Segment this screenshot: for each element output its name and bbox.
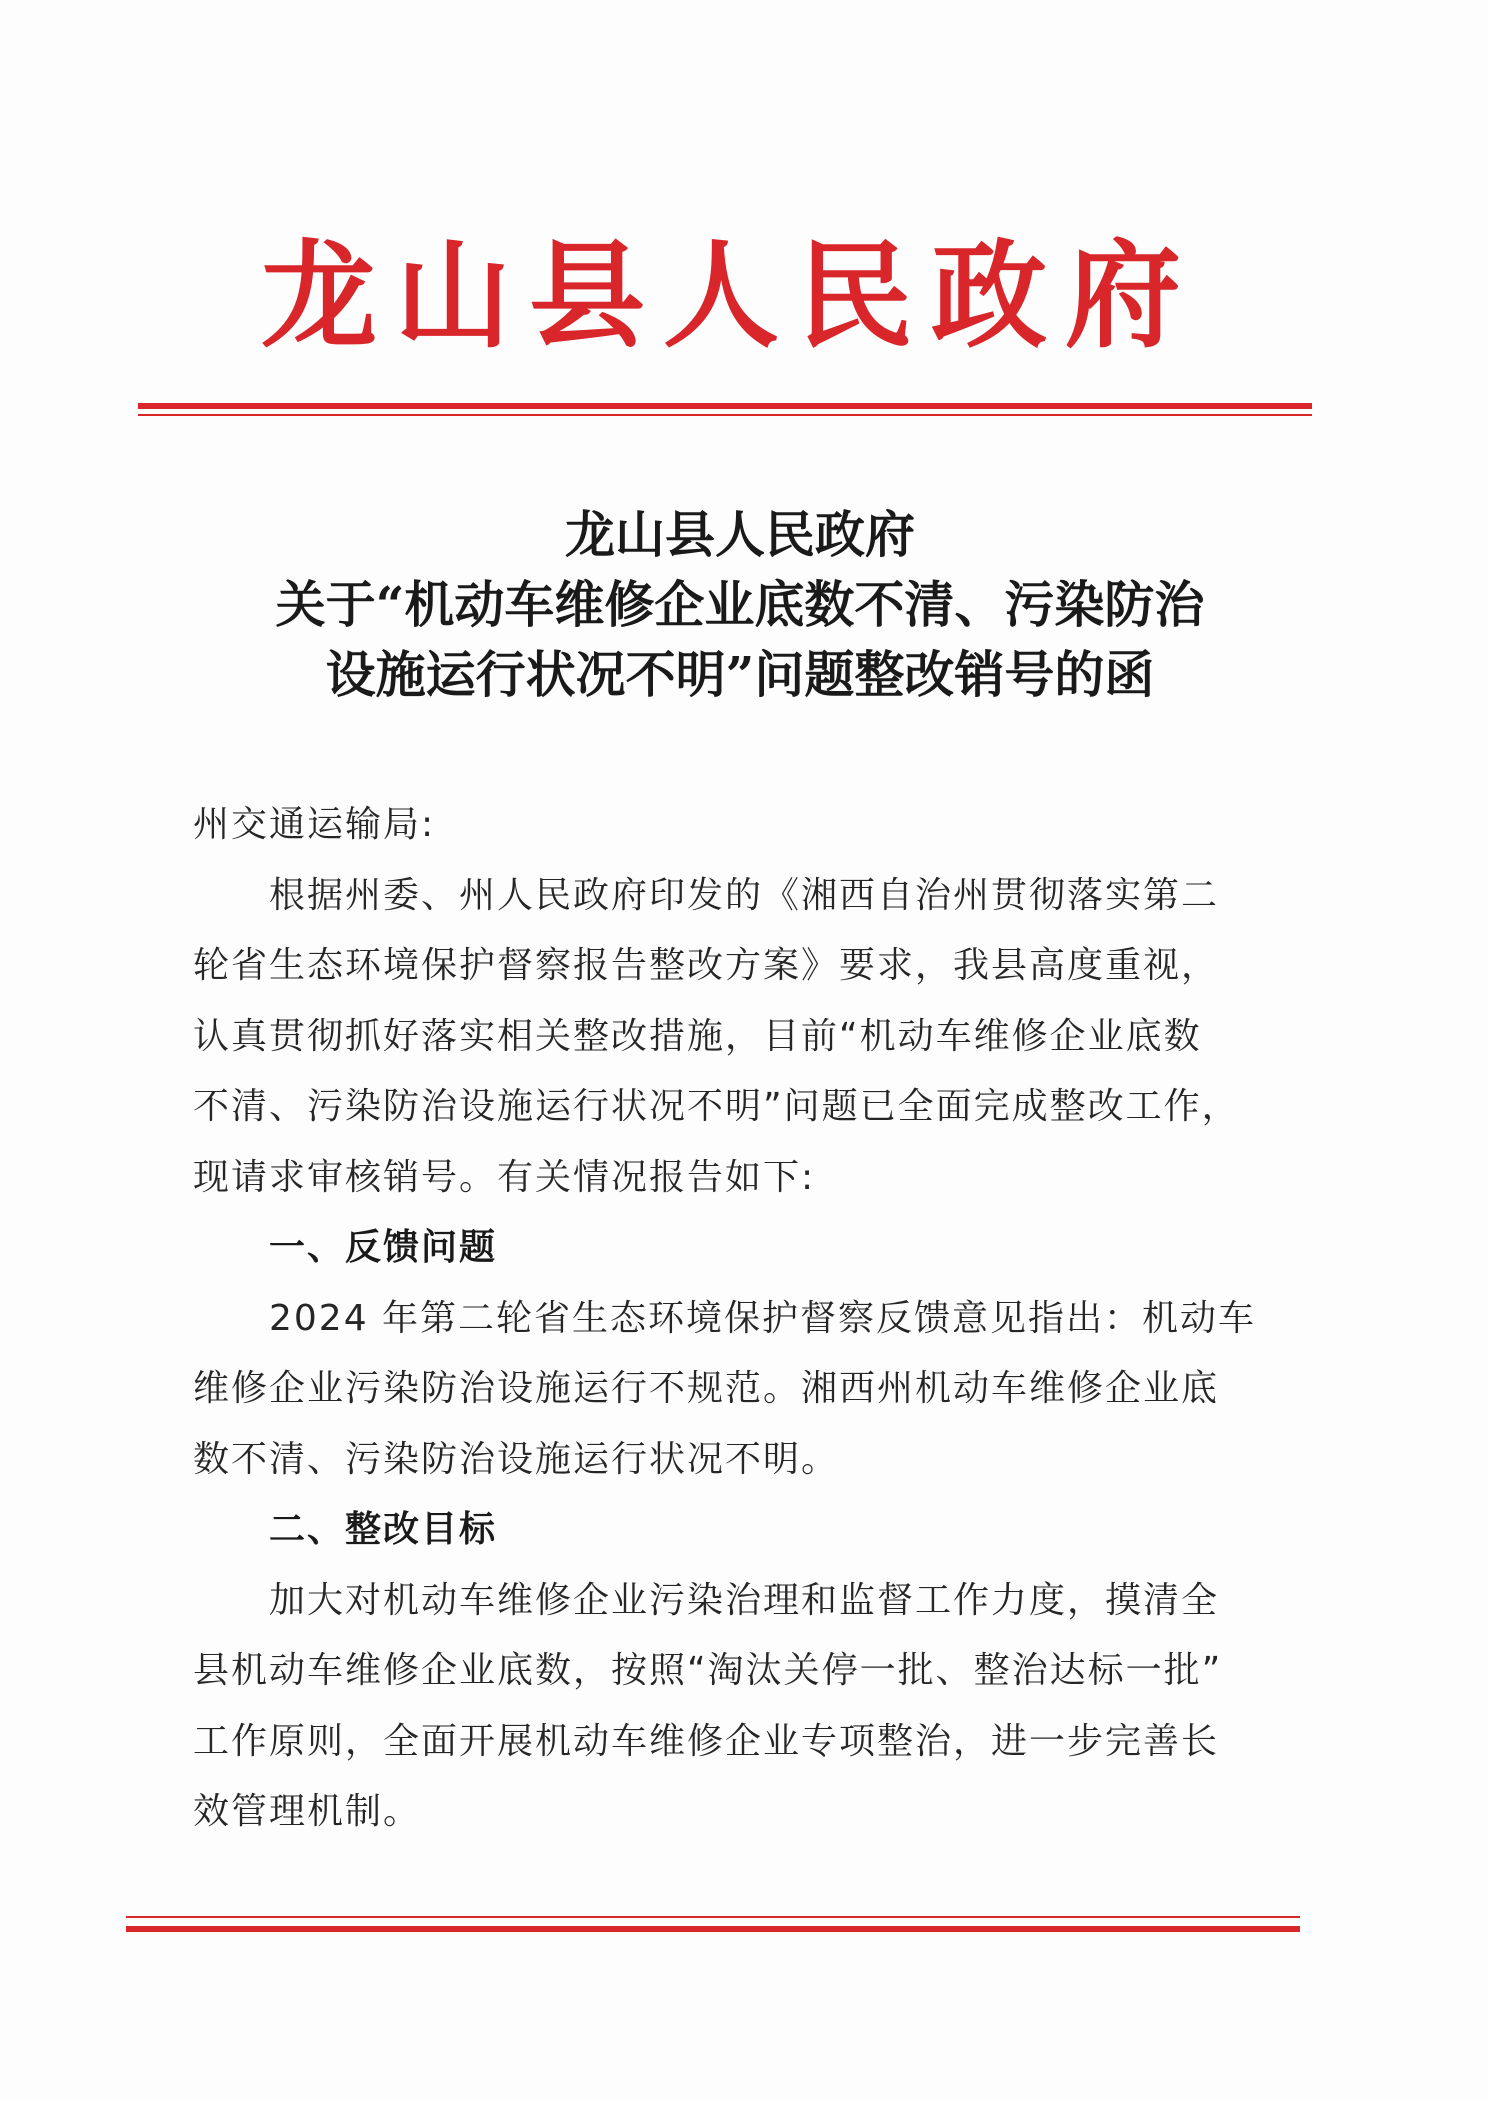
footer-red-rule-thin xyxy=(126,1916,1300,1918)
section1-line: 维修企业污染防治设施运行不规范。湘西州机动车维修企业底 xyxy=(193,1368,1220,1409)
paragraph1-line: 根据州委、州人民政府印发的《湘西自治州贯彻落实第二 xyxy=(269,874,1220,916)
paragraph1-line: 轮省生态环境保护督察报告整改方案》要求，我县高度重视， xyxy=(193,945,1220,986)
section2-line: 工作原则，全面开展机动车维修企业专项整治，进一步完善长 xyxy=(193,1720,1220,1762)
masthead-red-rule-thin xyxy=(138,414,1312,416)
document-body xyxy=(193,790,1273,1848)
footer-red-rule xyxy=(126,1926,1300,1932)
section2-line: 效管理机制。 xyxy=(193,1791,422,1832)
section1-heading: 一、反馈问题 xyxy=(269,1227,498,1268)
recipient-line: 州交通运输局: xyxy=(193,804,436,845)
paragraph1-line: 现请求审核销号。有关情况报告如下: xyxy=(193,1156,816,1198)
section2-heading: 二、整改目标 xyxy=(269,1509,498,1550)
paragraph1-line: 不清、污染防治设施运行状况不明”问题已全面完成整改工作， xyxy=(193,1086,1240,1127)
section2-line: 加大对机动车维修企业污染治理和监督工作力度，摸清全 xyxy=(269,1579,1220,1621)
title-line-1: 龙山县人民政府 xyxy=(565,505,915,564)
section2-line: 县机动车维修企业底数，按照“淘汰关停一批、整治达标一批” xyxy=(193,1650,1223,1691)
masthead-red-rule xyxy=(138,403,1312,409)
section1-line: 数不清、污染防治设施运行状况不明。 xyxy=(193,1438,840,1480)
masthead-title: 龙山县人民政府 xyxy=(261,228,1199,364)
document-title xyxy=(140,500,1340,710)
paragraph1-line: 认真贯彻抓好落实相关整改措施，目前“机动车维修企业底数 xyxy=(193,1015,1202,1057)
section1-line: 2024 年第二轮省生态环境保护督察反馈意见指出：机动车 xyxy=(269,1297,1257,1339)
title-line-3: 设施运行状况不明”问题整改销号的函 xyxy=(325,645,1155,704)
title-line-2: 关于“机动车维修企业底数不清、污染防治 xyxy=(275,575,1205,634)
